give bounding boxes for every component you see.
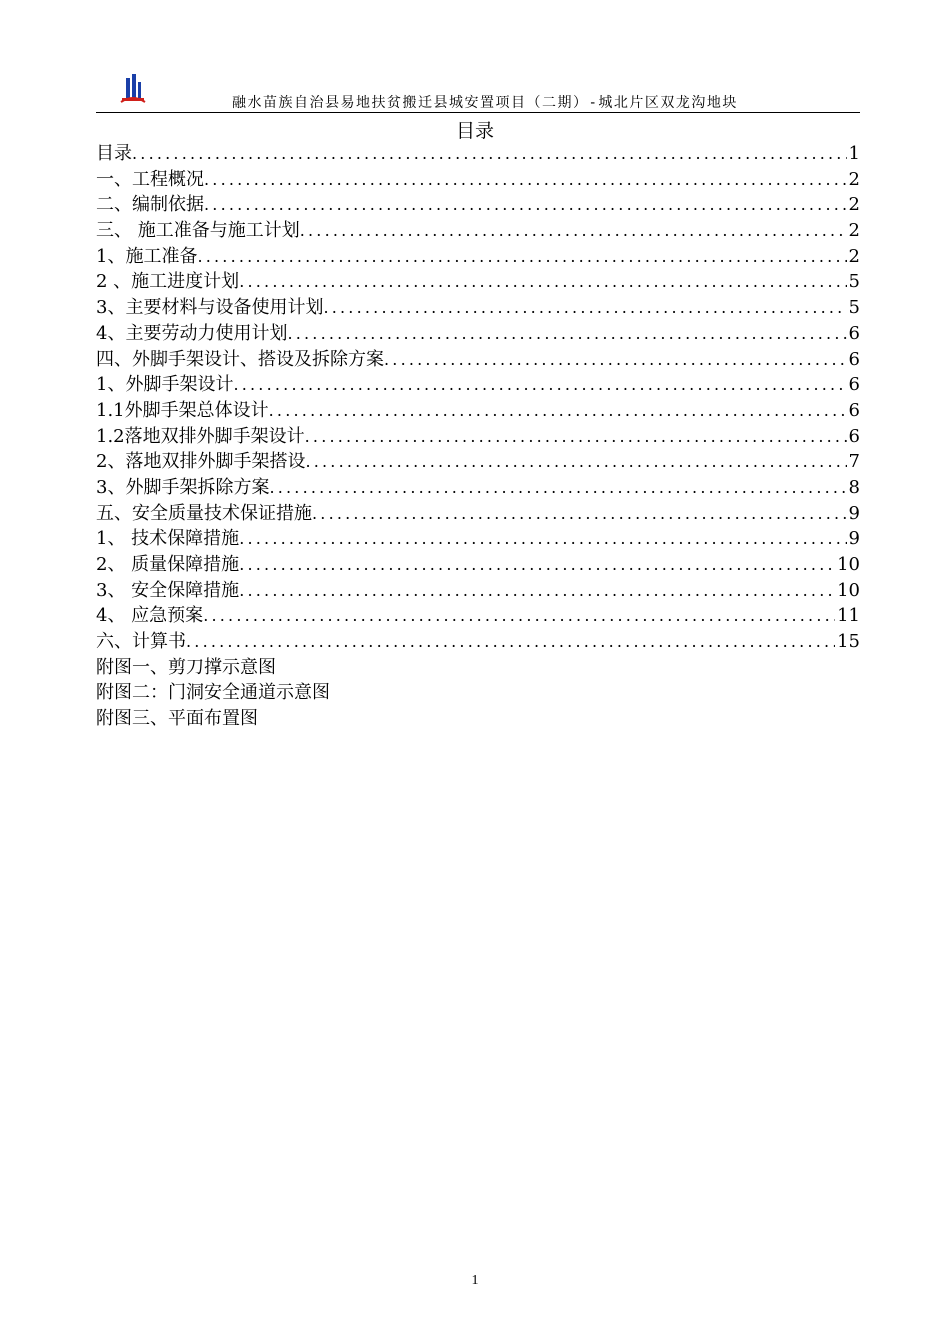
toc-dot-leader <box>312 501 847 527</box>
document-header-title: 融水苗族自治县易地扶贫搬迁县城安置项目（二期）-城北片区双龙沟地块 <box>232 95 738 111</box>
toc-entry[interactable] <box>96 398 860 424</box>
toc-entry-label: 1、外脚手架设计 <box>96 374 234 396</box>
toc-title: 目录 <box>455 120 494 142</box>
toc-entry-page: 2 <box>848 245 860 267</box>
toc-dot-leader <box>203 603 835 629</box>
toc-entry-page: 5 <box>848 271 860 293</box>
toc-dot-leader <box>300 218 847 244</box>
toc-entry[interactable] <box>96 578 860 604</box>
toc-entry-label: 3、 安全保障措施 <box>96 579 240 601</box>
toc-entry-page: 1 <box>848 143 860 164</box>
appendix-entry[interactable]: 附图二：门洞安全通道示意图 <box>96 682 330 704</box>
toc-entry-page: 15 <box>837 631 860 653</box>
toc-entry-label: 1、 技术保障措施 <box>96 528 240 550</box>
toc-entry-page: 10 <box>837 579 860 601</box>
toc-entry[interactable] <box>96 141 860 167</box>
toc-entry-page: 2 <box>848 194 860 216</box>
toc-dot-leader <box>186 629 835 655</box>
toc-entry[interactable] <box>96 629 860 655</box>
toc-entry-page: 10 <box>837 554 860 575</box>
toc-entry[interactable] <box>96 295 860 321</box>
toc-entry-page: 5 <box>848 297 860 319</box>
toc-dot-leader <box>269 475 846 501</box>
toc-entry[interactable] <box>96 603 860 629</box>
toc-entry[interactable] <box>96 167 860 193</box>
toc-entry-page: 6 <box>848 425 860 447</box>
toc-entry-label: 2、落地双排外脚手架搭设 <box>96 451 306 473</box>
toc-entry[interactable] <box>96 475 860 501</box>
toc-dot-leader <box>269 398 847 424</box>
toc-entry-label: 3、外脚手架拆除方案 <box>96 476 270 498</box>
toc-entry-page: 6 <box>848 322 860 344</box>
toc-entry-page: 6 <box>848 374 860 396</box>
toc-entry-label: 1.1外脚手架总体设计 <box>96 399 269 421</box>
company-logo-icon <box>118 72 148 106</box>
toc-entry-label: 2、 质量保障措施 <box>96 554 240 575</box>
toc-dot-leader <box>204 192 847 218</box>
toc-entry-label: 目录 <box>96 143 132 164</box>
toc-dot-leader <box>132 141 847 167</box>
toc-entry-label: 1.2落地双排外脚手架设计 <box>96 425 305 447</box>
toc-entry[interactable] <box>96 552 860 578</box>
toc-dot-leader <box>384 347 847 373</box>
page-number: 1 <box>471 1273 479 1288</box>
toc-entry[interactable] <box>96 218 860 244</box>
toc-entry-page: 7 <box>848 451 860 473</box>
toc-dot-leader <box>323 295 846 321</box>
toc-entry-label: 3、主要材料与设备使用计划 <box>96 297 324 319</box>
toc-entry-page: 2 <box>848 220 860 242</box>
toc-dot-leader <box>239 552 835 578</box>
toc-entry-page: 9 <box>848 528 860 550</box>
toc-dot-leader <box>239 526 846 552</box>
toc-entry-page: 6 <box>848 399 860 421</box>
toc-entry[interactable] <box>96 321 860 347</box>
toc-entry-page: 9 <box>848 502 860 524</box>
toc-entry[interactable] <box>96 526 860 552</box>
toc-entry-page: 11 <box>837 605 860 627</box>
toc-entries <box>96 141 860 655</box>
toc-entry[interactable] <box>96 192 860 218</box>
toc-entry-label: 一、工程概况 <box>96 168 204 190</box>
table-of-contents <box>96 141 860 732</box>
toc-entry[interactable] <box>96 269 860 295</box>
toc-entry-label: 2 、施工进度计划 <box>96 271 240 293</box>
toc-appendices <box>96 655 860 732</box>
toc-entry-label: 三、 施工准备与施工计划 <box>96 220 300 242</box>
toc-entry-label: 4、 应急预案 <box>96 605 204 627</box>
toc-entry[interactable] <box>96 449 860 475</box>
toc-dot-leader <box>239 269 846 295</box>
header-divider <box>96 112 860 113</box>
toc-entry[interactable] <box>96 347 860 373</box>
toc-dot-leader <box>305 449 846 475</box>
appendix-entry[interactable]: 附图一、剪刀撑示意图 <box>96 656 276 678</box>
toc-entry-label: 五、安全质量技术保证措施 <box>96 502 312 524</box>
toc-dot-leader <box>239 578 835 604</box>
toc-entry-label: 二、编制依据 <box>96 194 204 216</box>
toc-entry[interactable] <box>96 244 860 270</box>
toc-entry-page: 6 <box>848 348 860 370</box>
toc-entry-label: 4、主要劳动力使用计划 <box>96 322 288 344</box>
toc-entry-label: 四、外脚手架设计、搭设及拆除方案 <box>96 348 384 370</box>
appendix-entry[interactable]: 附图三、平面布置图 <box>96 708 258 730</box>
toc-dot-leader <box>305 424 847 450</box>
toc-entry-label: 1、施工准备 <box>96 245 198 267</box>
toc-dot-leader <box>287 321 846 347</box>
toc-entry-label: 六、计算书 <box>96 631 186 653</box>
toc-dot-leader <box>233 372 846 398</box>
toc-entry[interactable] <box>96 372 860 398</box>
toc-entry[interactable] <box>96 424 860 450</box>
toc-entry-page: 8 <box>848 476 860 498</box>
toc-dot-leader <box>197 244 846 270</box>
toc-entry-page: 2 <box>848 168 860 190</box>
toc-entry[interactable] <box>96 501 860 527</box>
toc-dot-leader <box>204 167 847 193</box>
